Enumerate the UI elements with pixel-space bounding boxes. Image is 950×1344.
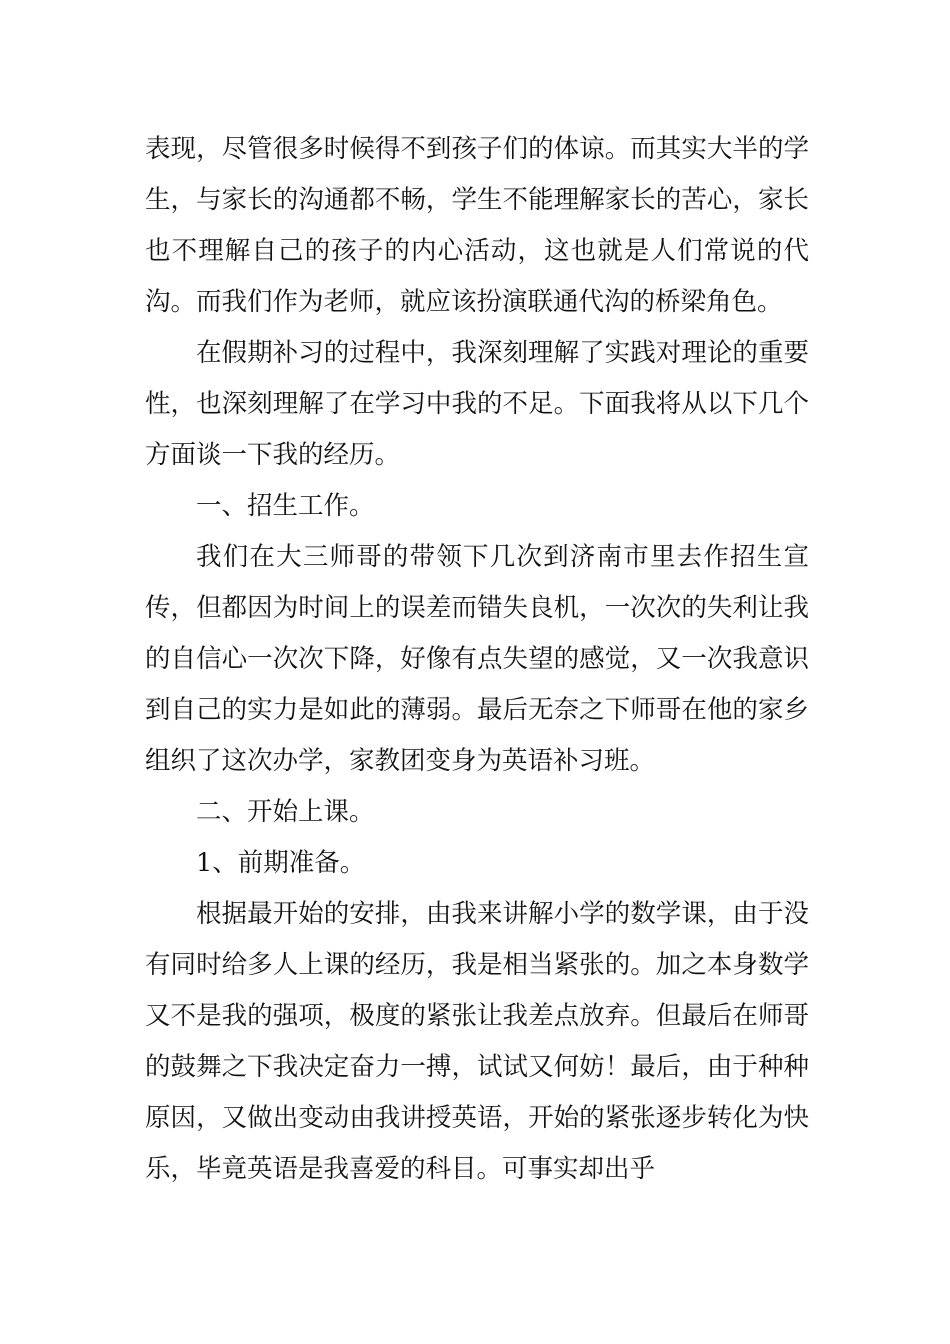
document-body [145, 124, 809, 1195]
section-heading-classes: 二、开始上课。 [196, 797, 375, 827]
paragraph-practice-reflection: 在假期补习的过程中，我深刻理解了实践对理论的重要性，也深刻理解了在学习中我的不足。下面我将从以下几个方面谈一下我的经历。 [145, 338, 809, 470]
subsection-heading-preparation: 1、前期准备。 [196, 848, 366, 878]
paragraph-preparation: 根据最开始的安排，由我来讲解小学的数学课，由于没有同时给多人上课的经历，我是相当紧张的。加之本身数学又不是我的强项，极度的紧张让我差点放弃。但最后在师哥的鼓舞之下我决定奋力一搏，试试又何妨！最后，由于种种原因，又做出变动由我讲授英语，开始的紧张逐步转化为快乐，毕竟英语是我喜爱的科目。可事实却出乎 [145, 899, 809, 1184]
paragraph-continuation: 表现，尽管很多时候得不到孩子们的体谅。而其实大半的学生，与家长的沟通都不畅，学生不能理解家长的苦心，家长也不理解自己的孩子的内心活动，这也就是人们常说的代沟。而我们作为老师，就应该扮演联通代沟的桥梁角色。 [145, 134, 809, 317]
section-heading-enrollment: 一、招生工作。 [196, 491, 375, 521]
paragraph-enrollment: 我们在大三师哥的带领下几次到济南市里去作招生宣传，但都因为时间上的误差而错失良机，一次次的失利让我的自信心一次次下降，好像有点失望的感觉，又一次我意识到自己的实力是如此的薄弱。最后无奈之下师哥在他的家乡组织了这次办学，家教团变身为英语补习班。 [145, 542, 809, 776]
